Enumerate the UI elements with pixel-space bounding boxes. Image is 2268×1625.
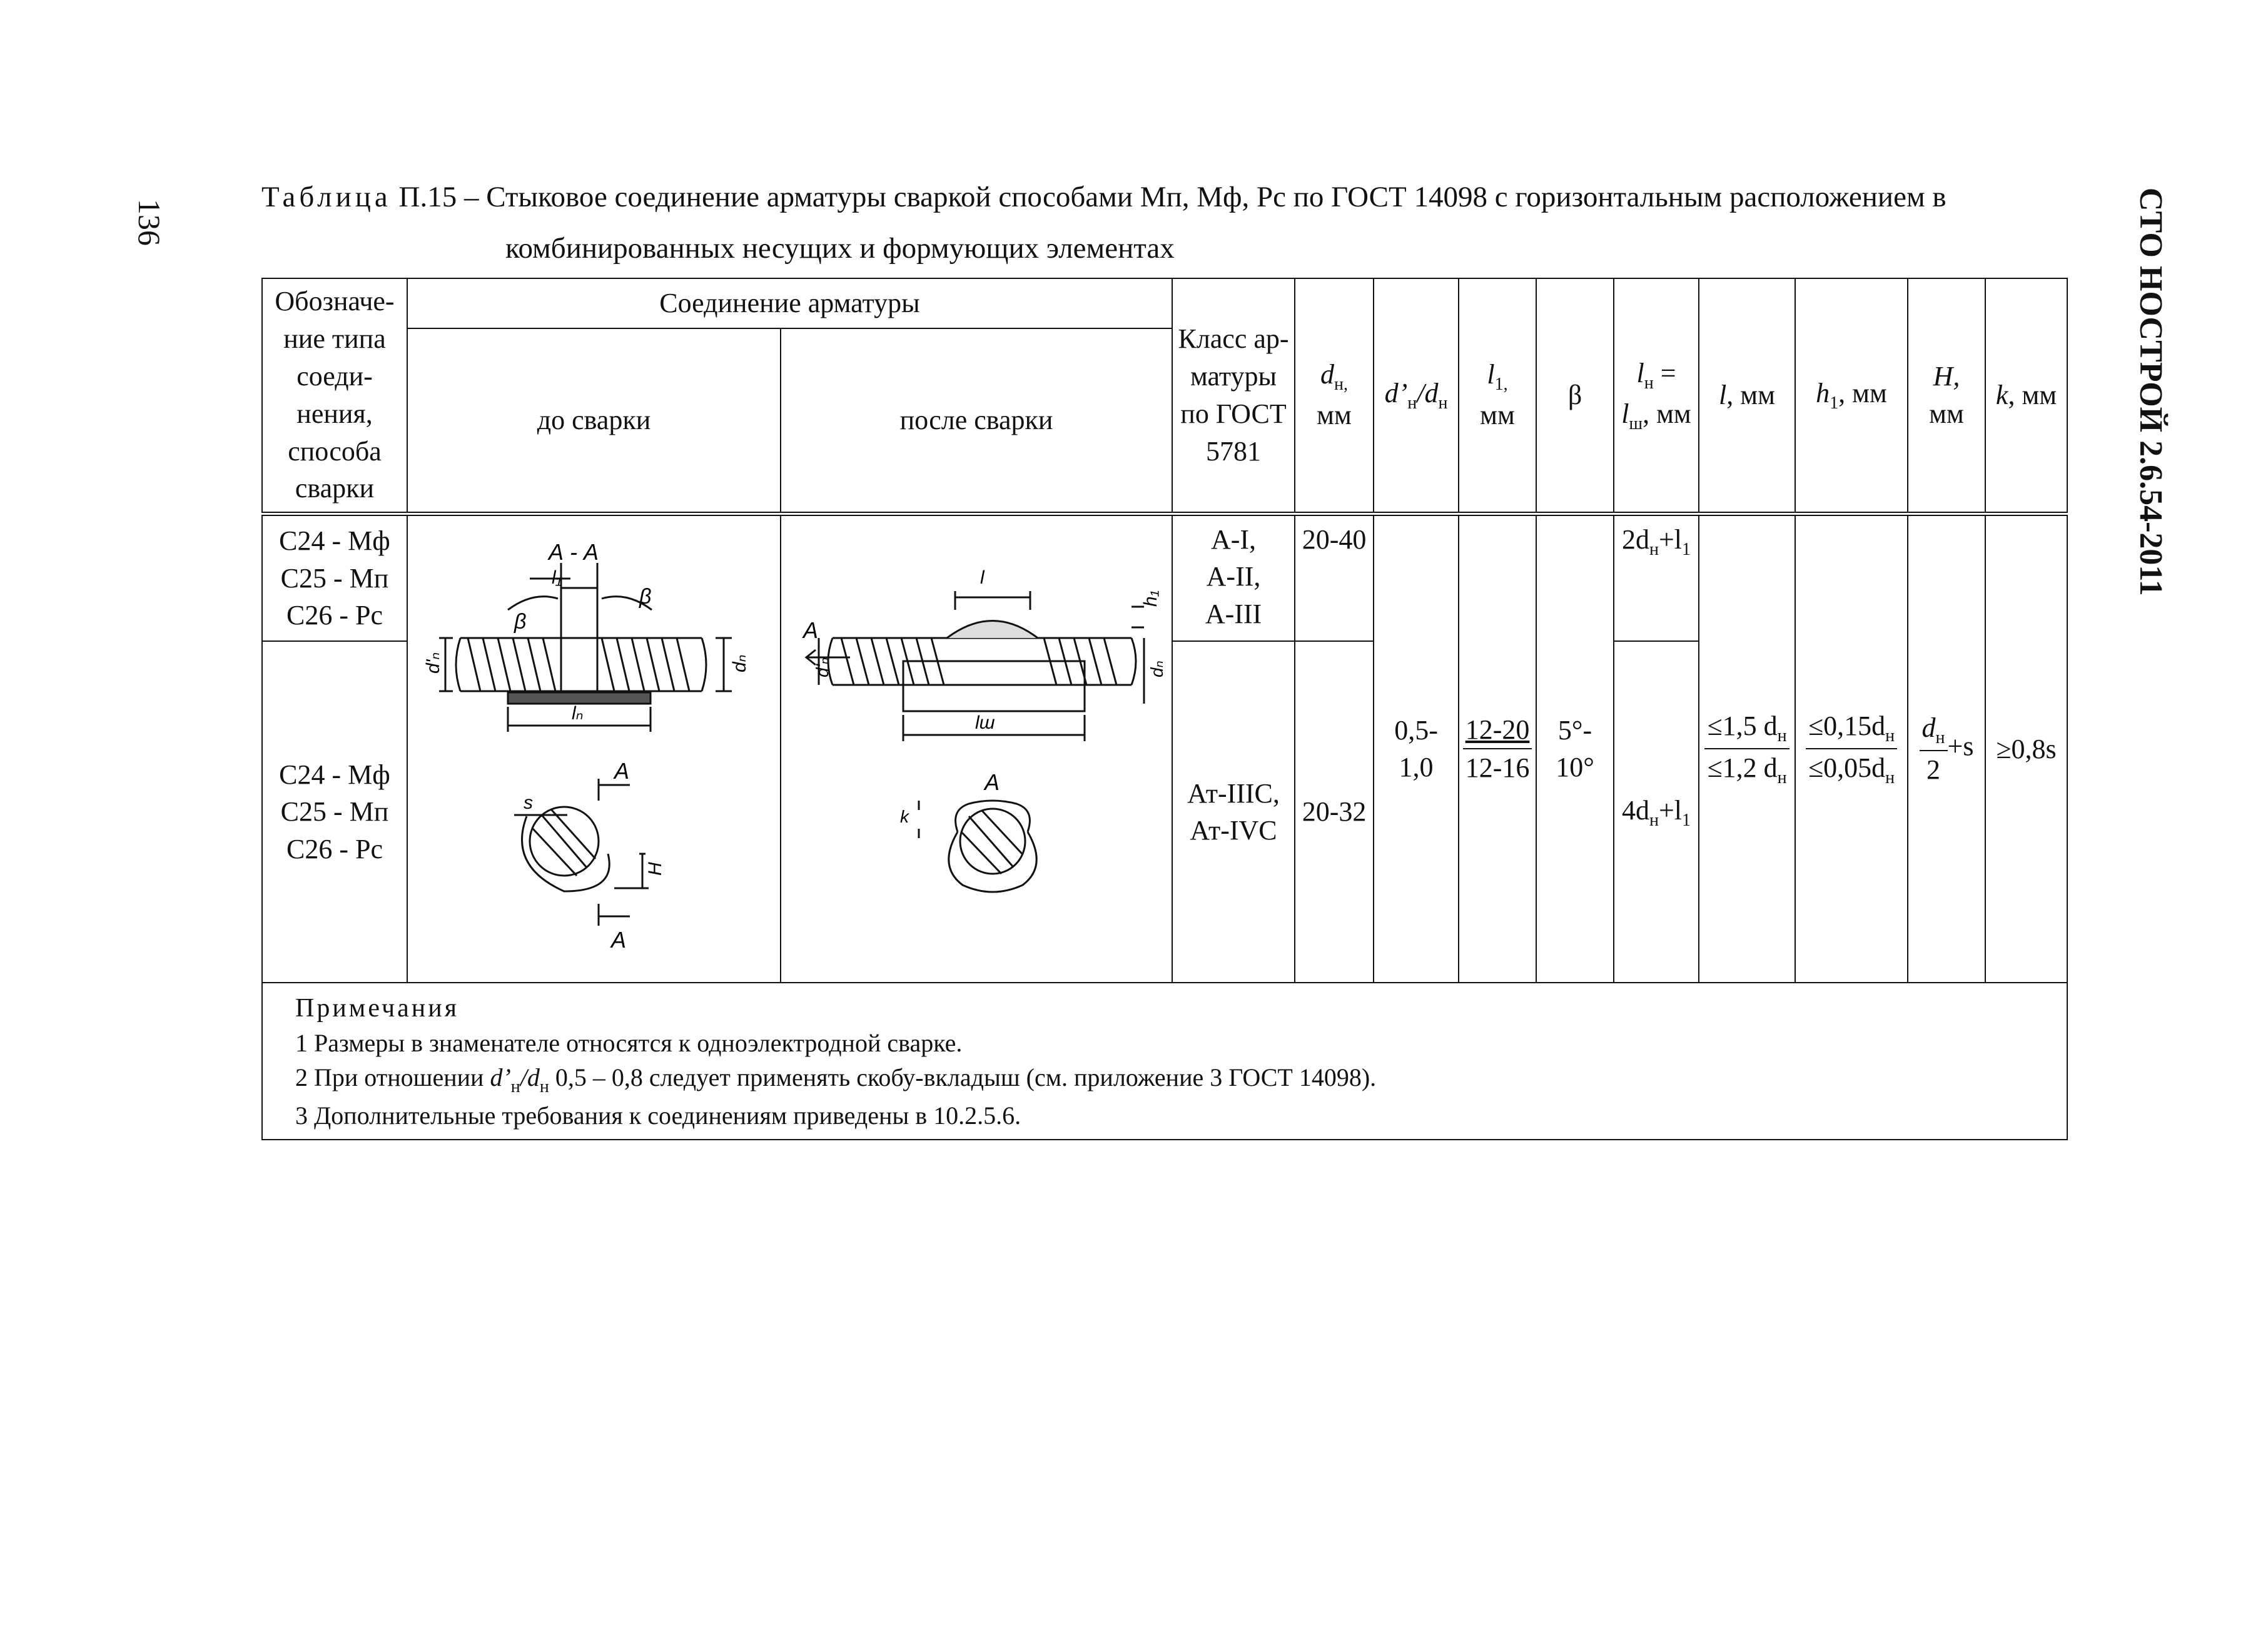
header-ratio: $d’_н/d_н$: [1374, 278, 1459, 514]
h1-value: $\frac{\le 0,15d_н}{\le 0,05d_н}$: [1795, 514, 1908, 983]
note-3: 3 Дополнительные требования к соединениям приведены в 10.2.5.6.: [295, 1101, 1021, 1130]
label-A-top: А: [614, 757, 630, 784]
label-h1: h₁: [1140, 590, 1161, 607]
document-code: СТО НОСТРОЙ 2.6.54-2011: [2133, 188, 2169, 596]
row1-ln: $2d_н+l_1$: [1614, 514, 1699, 641]
table-caption-line2: комбинированных несущих и формующих элементах: [505, 232, 1175, 265]
page-number: 136: [132, 199, 167, 246]
label-l: l: [980, 567, 985, 588]
row1-class: А-I, А-II, А-III: [1172, 514, 1295, 641]
label-H: H: [645, 861, 666, 876]
header-dn: $d_{н,}$ мм: [1295, 278, 1374, 514]
row1-dn: 20-40: [1295, 514, 1374, 641]
header-h1: $h_1$, мм: [1795, 278, 1908, 514]
caption-label: Таблица: [261, 181, 392, 213]
notes-block: [262, 983, 2067, 1140]
label-k: k: [900, 806, 909, 826]
label-ln: lₙ: [572, 702, 584, 724]
drawing-after-weld: [781, 514, 1172, 983]
header-after-weld: после сварки: [781, 328, 1172, 514]
header-k: k, мм: [1985, 278, 2067, 514]
before-weld-drawing: [408, 516, 780, 973]
header-class: Класс ар- матуры по ГОСТ 5781: [1172, 278, 1295, 514]
row2-ln: $4d_н+l_1$: [1614, 641, 1699, 983]
note-2: 2 При отношении $d’_н/d_н$ 0,5 – 0,8 следует применять скобу-вкладыш (см. приложение 3 ГОСТ 14098).: [295, 1063, 1377, 1096]
row1-types: С24 - Мф С25 - Мп С26 - Рс: [262, 514, 407, 641]
header-H: H, мм: [1908, 278, 1985, 514]
label-beta-left: β: [514, 609, 527, 634]
label-dn-after: dₙ: [1147, 660, 1167, 677]
header-joint-group: Соединение арматуры: [407, 278, 1172, 328]
label-d-prime-after: d'ₙ: [813, 657, 832, 677]
header-joint-type: Обозначе- ние типа соеди- нения, способа сварки: [262, 278, 407, 514]
header-beta: β: [1536, 278, 1614, 514]
row2-dn: 20-32: [1295, 641, 1374, 983]
header-ln: $l_н$ = $l_ш$, мм: [1614, 278, 1699, 514]
row2-types: С24 - Мф С25 - Мп С26 - Рс: [262, 641, 407, 983]
label-lsh: lш: [975, 712, 995, 733]
l-value: $\frac{\le 1,5 d_н}{\le 1,2 d_н}$: [1699, 514, 1795, 983]
after-weld-drawing: [781, 516, 1172, 973]
notes-title: Примечания: [295, 994, 460, 1023]
label-A-section: А: [985, 769, 1000, 795]
row2-class: Ат-IIIC, Ат-IVC: [1172, 641, 1295, 983]
l1-value: $\frac{12-20}{12-16}$: [1459, 514, 1536, 983]
label-A-arrow: А: [803, 617, 819, 643]
label-l1: l₁: [552, 567, 562, 588]
label-dn: dₙ: [729, 654, 750, 672]
H-value: $\frac{d_н}{2}$ +s: [1908, 514, 1985, 983]
header-l1: $l_{1,}$ мм: [1459, 278, 1536, 514]
ratio-value: 0,5- 1,0: [1374, 514, 1459, 983]
header-l: l, мм: [1699, 278, 1795, 514]
welding-table: [261, 278, 2068, 1140]
note-1: 1 Размеры в знаменателе относятся к одноэлектродной сварке.: [295, 1029, 963, 1058]
header-before-weld: до сварки: [407, 328, 781, 514]
label-d-prime: d'ₙ: [423, 652, 443, 674]
drawing-before-weld: [407, 514, 781, 983]
caption-text: П.15 – Стыковое соединение арматуры сваркой способами Мп, Мф, Рс по ГОСТ 14098 с горизонтальным расположением в: [391, 181, 1947, 213]
label-A-bottom: А: [611, 926, 627, 953]
k-value: ≥0,8s: [1985, 514, 2067, 983]
table-caption-line1: [261, 180, 1947, 214]
beta-value: 5°- 10°: [1536, 514, 1614, 983]
label-s: s: [524, 792, 533, 813]
label-section: А - А: [549, 539, 599, 565]
label-beta-right: β: [639, 584, 652, 609]
